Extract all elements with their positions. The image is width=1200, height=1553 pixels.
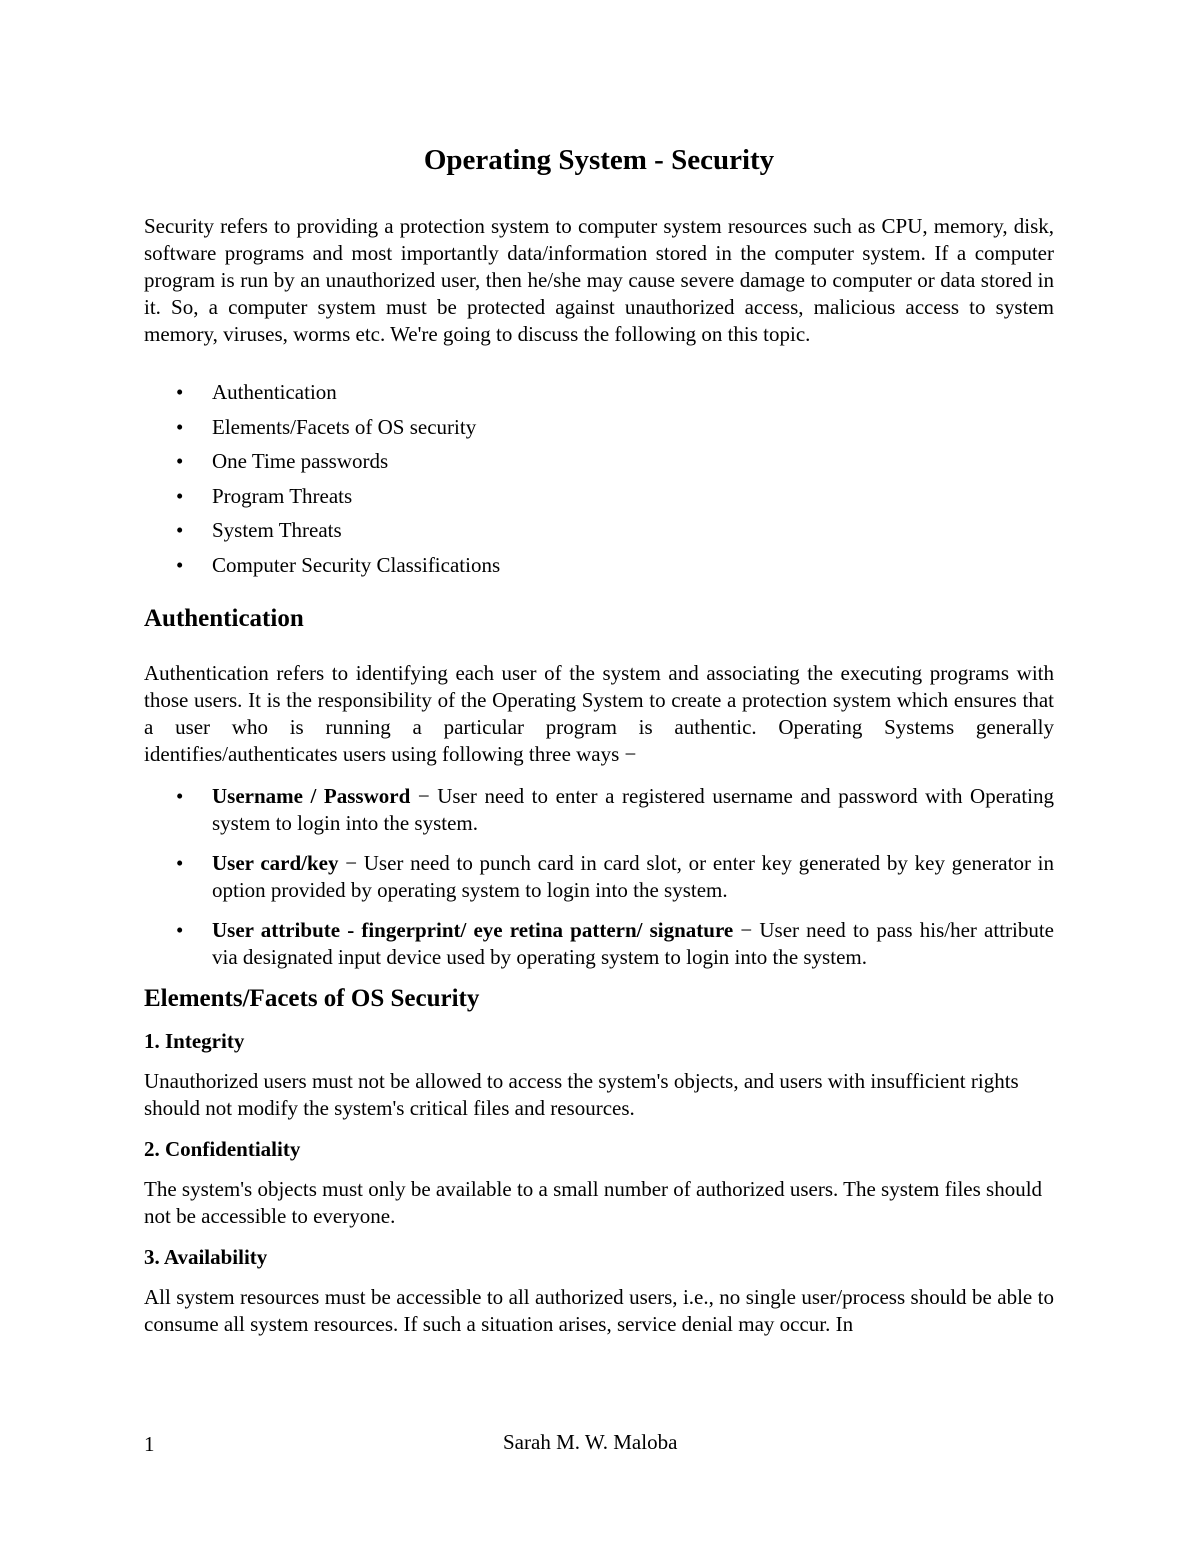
bullet-icon: •: [176, 449, 184, 473]
bullet-icon: •: [176, 483, 184, 508]
elements-heading: Elements/Facets of OS Security: [144, 985, 480, 1012]
topic-label: Authentication: [212, 380, 337, 404]
topic-label: One Time passwords: [212, 449, 389, 473]
method-text: [212, 783, 1054, 837]
bullet-icon: •: [176, 552, 184, 577]
method-term: Username / Password: [212, 784, 411, 808]
method-term: User card/key: [212, 851, 339, 875]
authentication-heading: Authentication: [144, 605, 304, 632]
topic-label: Program Threats: [212, 483, 353, 508]
list-item: [144, 917, 1054, 971]
method-text: [212, 850, 1054, 904]
method-description: − User need to punch card in card slot, or enter key generated by key generator in option provided by operating system to login into the system.: [212, 851, 1054, 902]
list-item: [144, 375, 1054, 410]
integrity-paragraph: Unauthorized users must not be allowed to access the system's objects, and users with insufficient rights should not modify the system's critical files and resources.: [144, 1069, 1019, 1120]
bullet-icon: •: [176, 518, 184, 542]
method-term: User attribute - fingerprint/ eye retina pattern/ signature: [212, 918, 734, 942]
bullet-icon: •: [176, 414, 184, 439]
bullet-icon: •: [176, 784, 184, 808]
confidentiality-heading: 2. Confidentiality: [144, 1137, 301, 1161]
availability-paragraph: All system resources must be accessible to all authorized users, i.e., no single user/process should be able to consume all system resources. If such a situation arises, service denial may occur. In: [144, 1285, 1054, 1336]
page-content: [144, 140, 1054, 1338]
footer-author: Sarah M. W. Maloba: [503, 1430, 678, 1454]
confidentiality-paragraph: The system's objects must only be available to a small number of authorized users. The system files should not be accessible to everyone.: [144, 1177, 1043, 1228]
list-item: [144, 850, 1054, 904]
topics-list: [144, 375, 1054, 582]
authentication-paragraph: Authentication refers to identifying each user of the system and associating the executing programs with those users. It is the responsibility of the Operating System to create a protection system which ensures that a user who is running a particular program is authentic. Operating Systems generally identifies/authenticates users using following three ways −: [144, 661, 1054, 766]
topic-label: System Threats: [212, 518, 342, 542]
list-item: [144, 513, 1054, 548]
intro-paragraph: Security refers to providing a protection system to computer system resources such as CPU, memory, disk, software programs and most importantly data/information stored in the computer system. If a computer program is run by an unauthorized user, then he/she may cause severe damage to computer or data stored in it. So, a computer system must be protected against unauthorized access, malicious access to system memory, viruses, worms etc. We're going to discuss the following on this topic.: [144, 214, 1054, 346]
authentication-methods-list: [144, 783, 1054, 971]
list-item: [144, 410, 1054, 445]
integrity-heading: 1. Integrity: [144, 1029, 245, 1053]
availability-heading: 3. Availability: [144, 1245, 268, 1269]
page-number: 1: [144, 1432, 155, 1456]
list-item: [144, 444, 1054, 479]
list-item: [144, 783, 1054, 837]
bullet-icon: •: [176, 918, 184, 942]
bullet-icon: •: [176, 851, 184, 875]
topic-label: Elements/Facets of OS security: [212, 414, 477, 439]
method-description: − User need to pass his/her attribute via designated input device used by operating system to login into the system.: [212, 918, 1055, 969]
list-item: [144, 548, 1054, 583]
bullet-icon: •: [176, 380, 184, 404]
method-text: [212, 917, 1054, 971]
topic-label: Computer Security Classifications: [212, 552, 501, 577]
list-item: [144, 479, 1054, 514]
page-title: Operating System - Security: [423, 144, 775, 176]
method-description: − User need to enter a registered username and password with Operating system to login into the system.: [212, 784, 1054, 835]
